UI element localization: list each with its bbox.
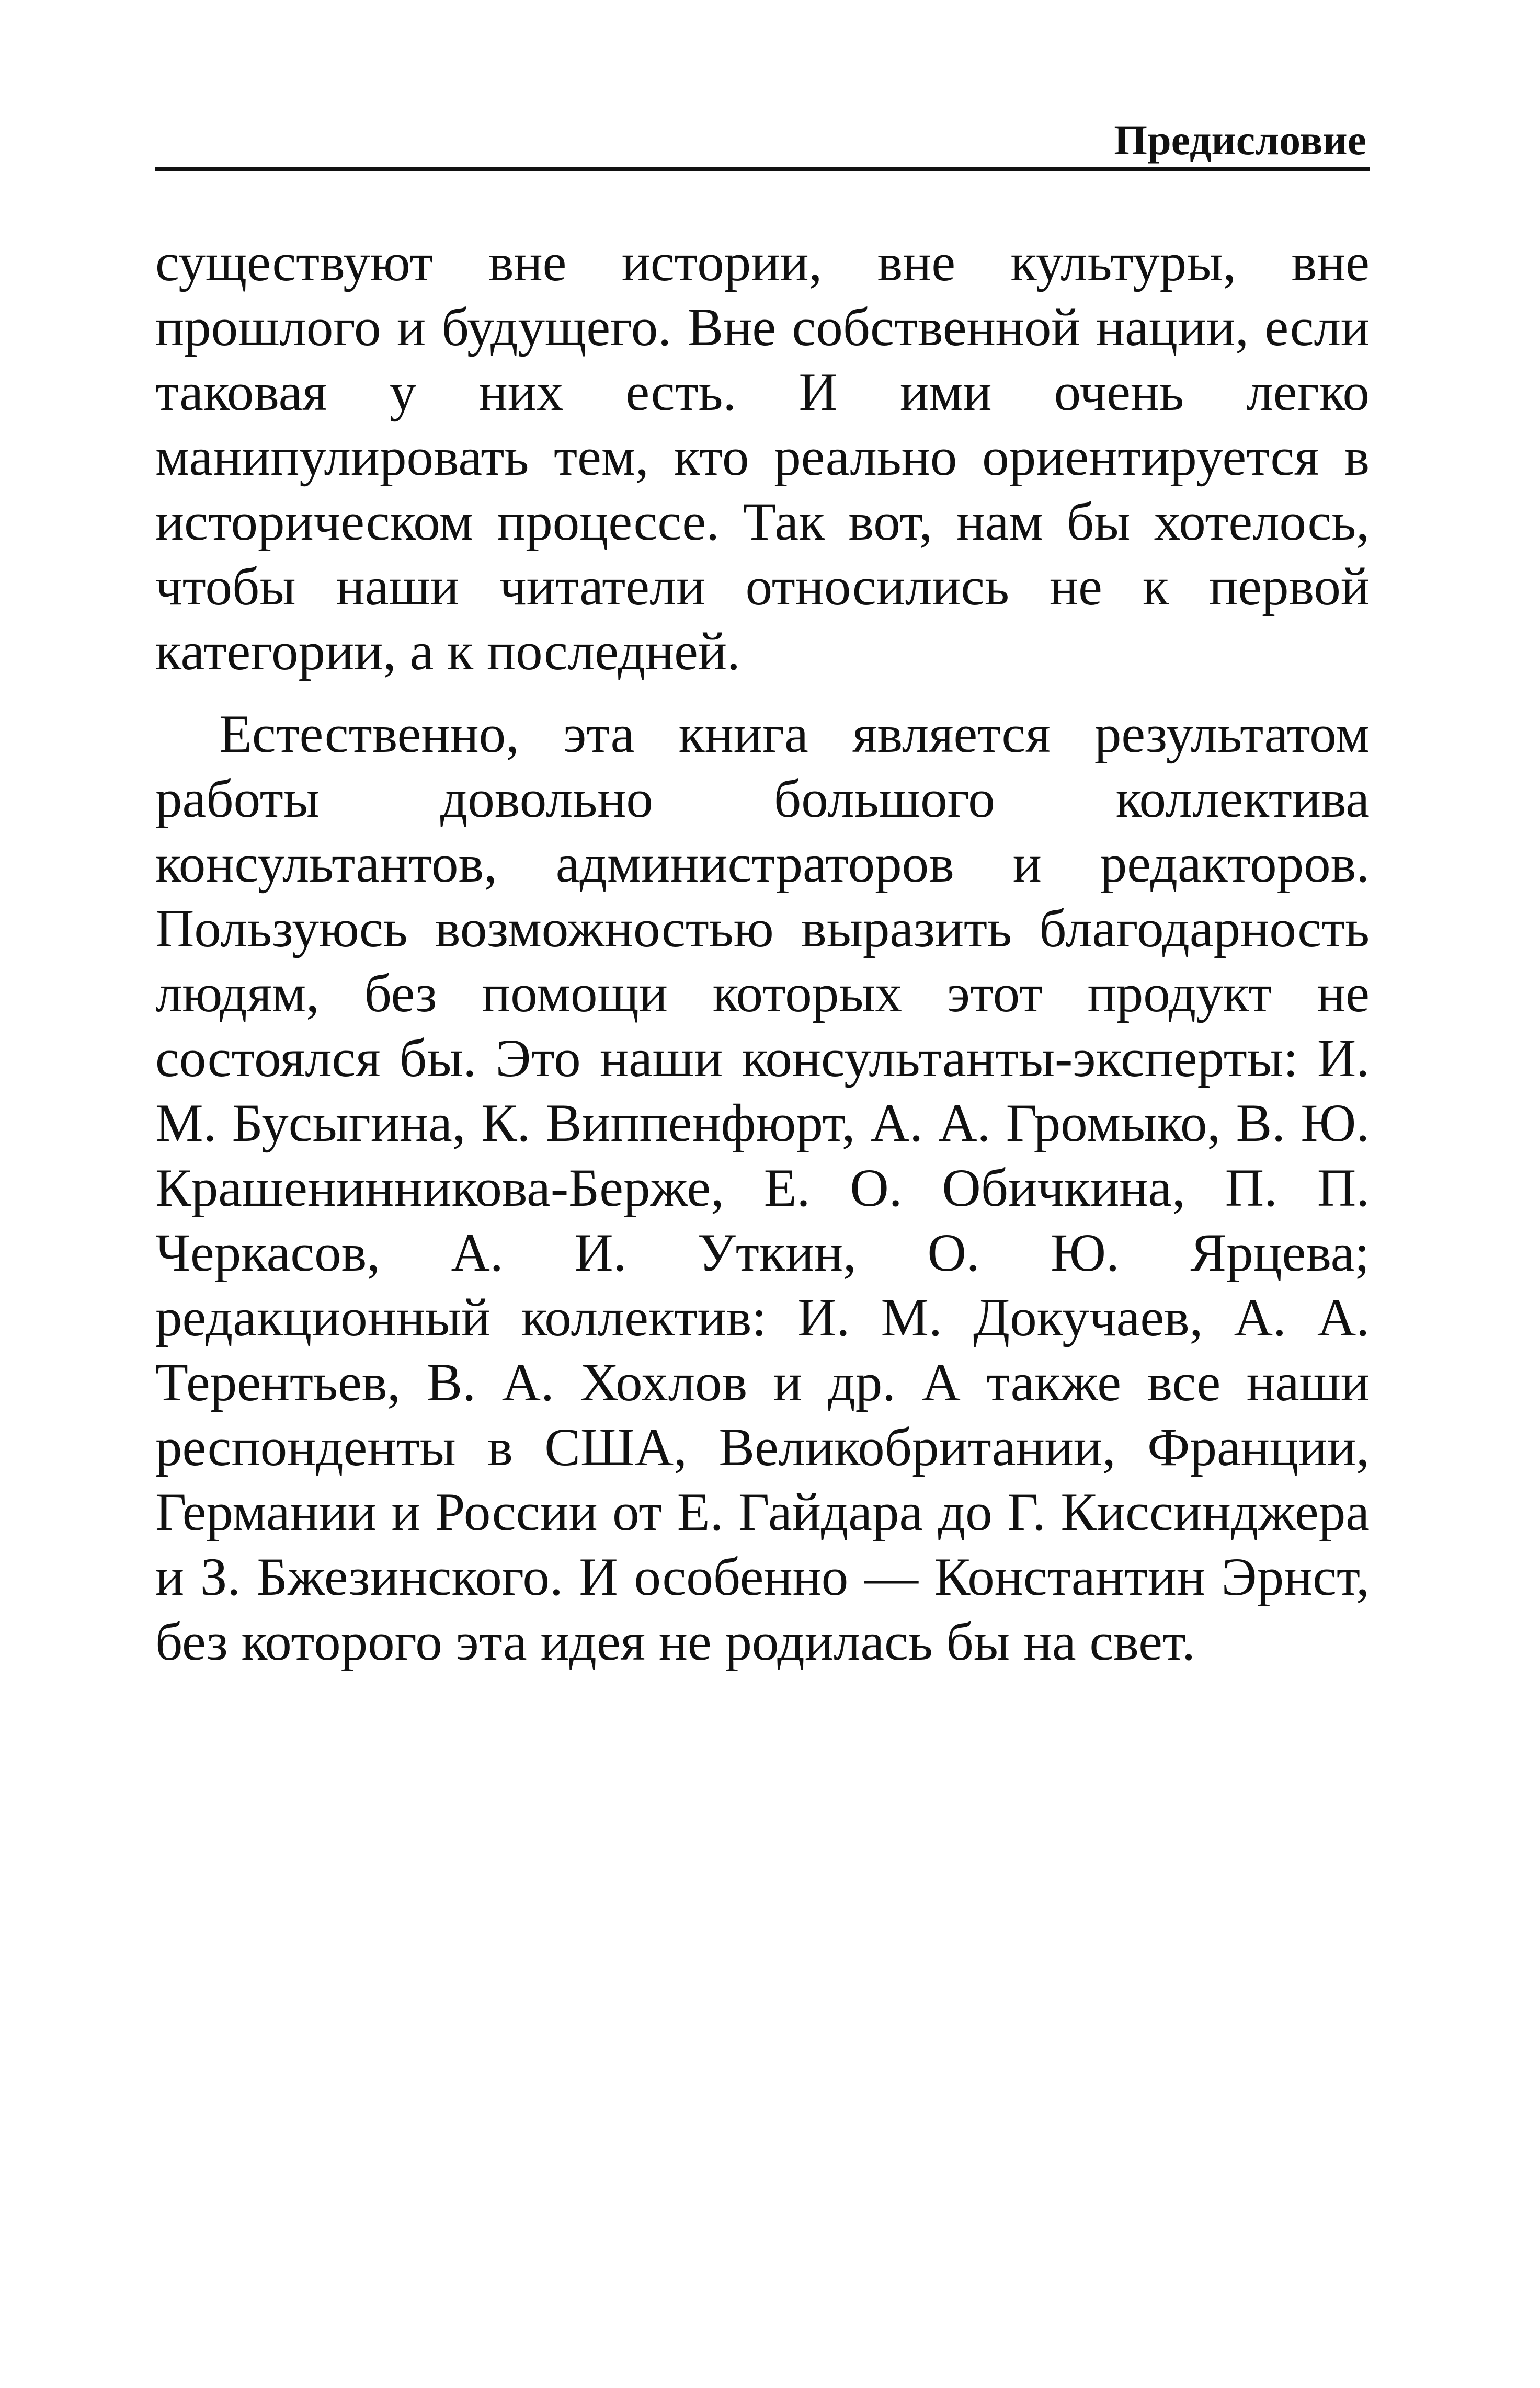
paragraph-acknowledgements: Естественно, эта книга является результатом работы довольно большого коллектива консультантов, администраторов и редакторов. Пользуюсь возможностью выразить благодарность людям, без помощи которых этот продукт не состоялся бы. Это наши консультанты-эксперты: И. М. Бусыгина, К. Виппенфюрт, А. А. Громыко, В. Ю. Крашенинникова-Берже, Е. О. Обичкина, П. П. Черкасов, А. И. Уткин, О. Ю. Ярцева; редакционный коллектив: И. М. Докучаев, А. А. Терентьев, В. А. Хохлов и др. А также все наши респонденты в США, Великобритании, Франции, Германии и России от Е. Гайдара до Г. Киссинджера и З. Бжезинского. И особенно — Константин Эрнст, без которого эта идея не родилась бы на свет. <box>155 704 1370 1672</box>
running-head <box>155 105 1370 171</box>
paragraph-continuation: существуют вне истории, вне культуры, вне прошлого и будущего. Вне собственной нации, если таковая у них есть. И ими очень легко манипулировать тем, кто реально ориентируется в историческом процессе. Так вот, нам бы хотелось, чтобы наши читатели относились не к первой категории, а к последней. <box>155 233 1370 681</box>
body-text <box>155 230 1370 1674</box>
running-head-title: Предисловие <box>1114 116 1366 164</box>
